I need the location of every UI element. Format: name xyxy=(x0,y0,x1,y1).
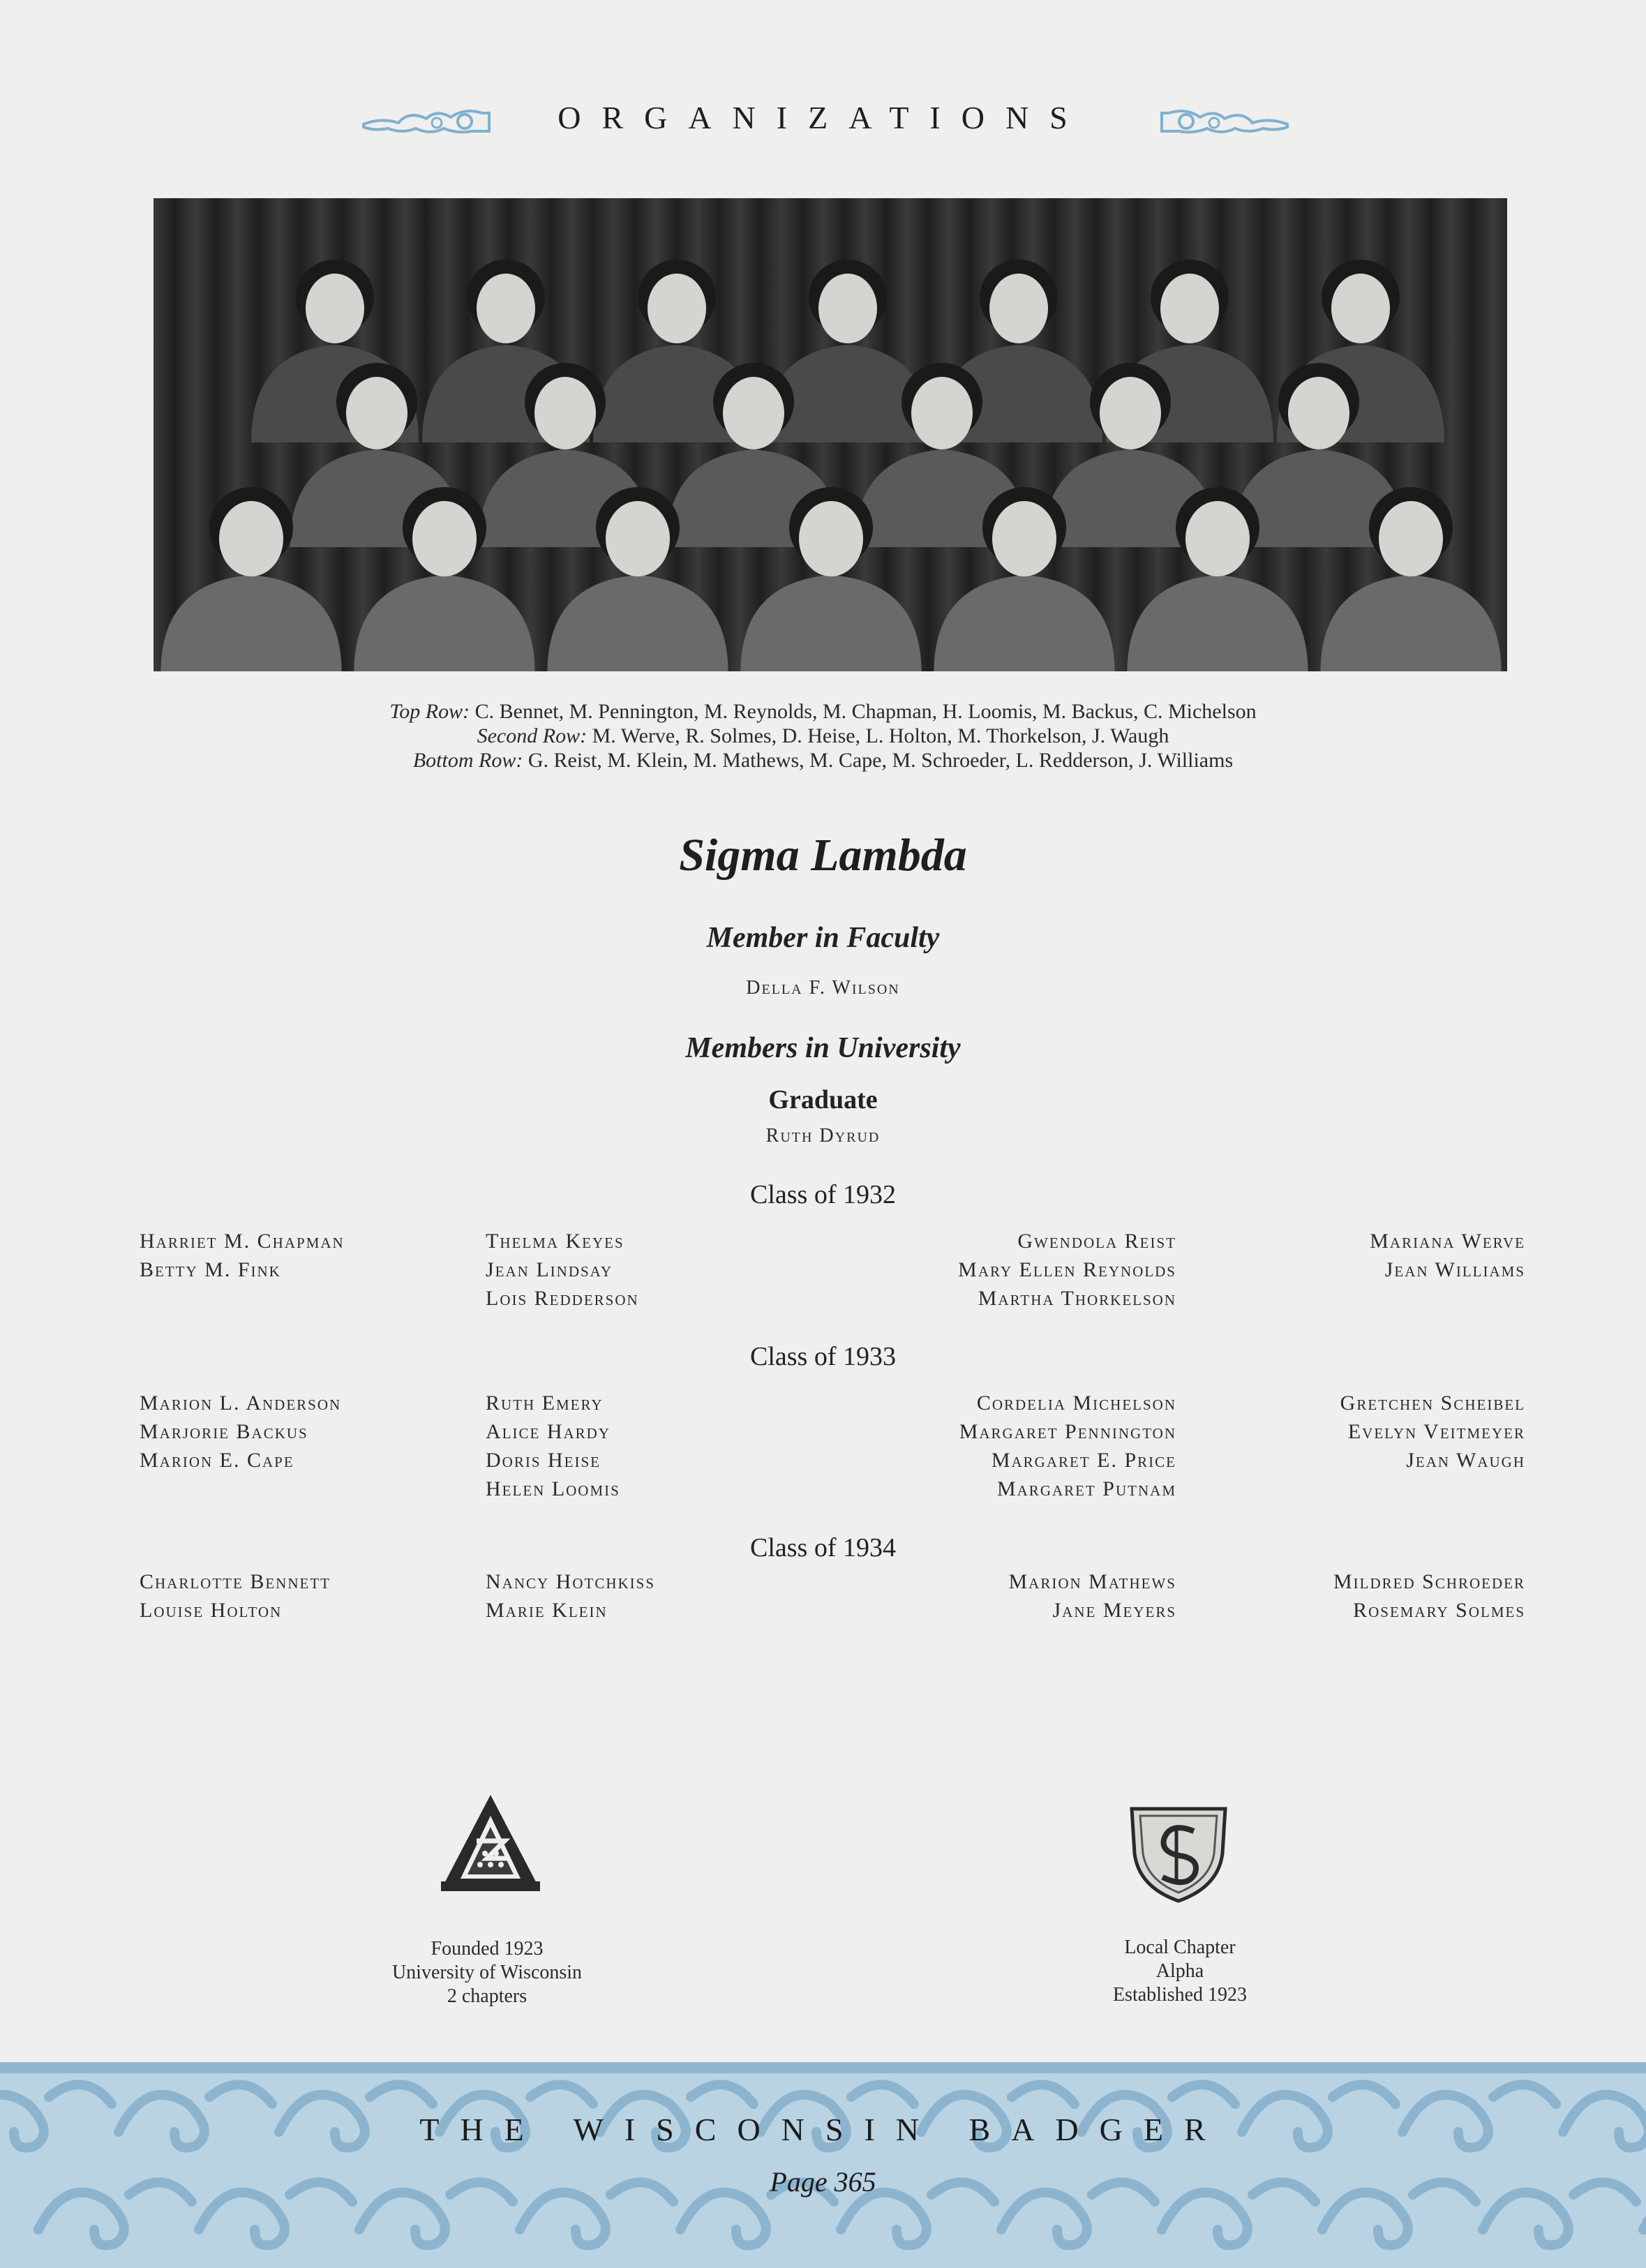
caption-row xyxy=(0,724,1646,748)
member-name: Cordelia Michelson xyxy=(976,1392,1176,1415)
member-name: Nancy Hotchkiss xyxy=(486,1570,656,1593)
page-number: Page 365 xyxy=(770,2166,876,2198)
class-1934-col-1 xyxy=(140,1567,331,1625)
class-heading: Class of 1934 xyxy=(750,1533,896,1562)
chapter-established: Established 1923 xyxy=(1112,1984,1248,2006)
class-heading: Class of 1932 xyxy=(750,1180,896,1209)
class-1933-col-1 xyxy=(140,1389,341,1475)
class-1934-col-4 xyxy=(1333,1567,1525,1625)
member-name: Marion L. Anderson xyxy=(140,1392,342,1415)
member-name: Charlotte Bennett xyxy=(140,1570,331,1593)
member-name: Marie Klein xyxy=(486,1599,608,1622)
member-name: Jean Waugh xyxy=(1406,1449,1525,1472)
footer-title: THE WISCONSIN BADGER xyxy=(419,2112,1227,2147)
class-1933-col-4 xyxy=(1340,1389,1525,1475)
class-1934-col-2 xyxy=(486,1567,655,1625)
caption-row xyxy=(0,699,1646,724)
class-1934-col-3 xyxy=(1008,1567,1176,1625)
header-title: ORGANIZATIONS xyxy=(558,100,1088,135)
member-name: Margaret Putnam xyxy=(996,1477,1176,1500)
photo-caption xyxy=(0,699,1646,773)
member-name: Doris Heise xyxy=(486,1449,601,1472)
member-name: Jean Williams xyxy=(1384,1258,1525,1281)
member-name: Mary Ellen Reynolds xyxy=(958,1258,1176,1281)
class-1933-col-3 xyxy=(959,1389,1176,1503)
member-name: Helen Loomis xyxy=(486,1477,620,1500)
caption-row-label: Second Row: xyxy=(477,724,588,747)
chapter-name: Alpha xyxy=(1155,1960,1204,1982)
group-photo xyxy=(154,198,1507,671)
faculty-heading: Member in Faculty xyxy=(706,922,940,954)
member-name: Rosemary Solmes xyxy=(1353,1599,1525,1622)
class-1932-col-4 xyxy=(1370,1227,1525,1284)
chapter-info xyxy=(1040,1936,1319,2007)
member-name: Margaret Pennington xyxy=(959,1420,1176,1443)
member-name: Jane Meyers xyxy=(1052,1599,1176,1622)
member-name: Margaret E. Price xyxy=(991,1449,1176,1472)
faculty-member: Della F. Wilson xyxy=(746,977,900,999)
chapter-count: 2 chapters xyxy=(447,1985,528,2007)
sorority-badge-icon xyxy=(438,1792,543,1895)
chapter-label: Local Chapter xyxy=(1124,1937,1236,1958)
member-name: Harriet M. Chapman xyxy=(140,1230,345,1253)
caption-row-names: M. Werve, R. Solmes, D. Heise, L. Holton, M. Thorkelson, J. Waugh xyxy=(587,724,1169,747)
member-name: Betty M. Fink xyxy=(140,1258,281,1281)
member-name: Mariana Werve xyxy=(1370,1230,1525,1253)
graduate-member: Ruth Dyrud xyxy=(765,1125,881,1147)
university-heading: Members in University xyxy=(685,1032,961,1064)
member-name: Marion Mathews xyxy=(1008,1570,1176,1593)
member-name: Marjorie Backus xyxy=(140,1420,308,1443)
organization-title: Sigma Lambda xyxy=(679,830,967,881)
class-1932-col-2 xyxy=(486,1227,639,1313)
caption-row-names: C. Bennet, M. Pennington, M. Reynolds, M. Chapman, H. Loomis, M. Backus, C. Michelson xyxy=(470,700,1257,723)
member-name: Louise Holton xyxy=(140,1599,283,1622)
member-name: Marion E. Cape xyxy=(140,1449,294,1472)
member-name: Alice Hardy xyxy=(486,1420,611,1443)
member-name: Gretchen Scheibel xyxy=(1340,1392,1525,1415)
header-ornament-right-icon xyxy=(1158,103,1291,138)
member-name: Jean Lindsay xyxy=(486,1258,613,1281)
footer-band xyxy=(0,2062,1646,2073)
page-footer xyxy=(0,2062,1646,2268)
founding-info xyxy=(347,1937,627,2008)
member-name: Evelyn Veitmeyer xyxy=(1347,1420,1525,1443)
class-1932-col-1 xyxy=(140,1227,345,1284)
member-name: Martha Thorkelson xyxy=(978,1287,1176,1310)
class-1932-col-3 xyxy=(958,1227,1176,1313)
member-name: Ruth Emery xyxy=(486,1392,604,1415)
member-name: Thelma Keyes xyxy=(486,1230,624,1253)
member-name: Lois Redderson xyxy=(486,1287,639,1310)
caption-row xyxy=(0,748,1646,773)
class-1933-col-2 xyxy=(486,1389,620,1503)
founding-year: Founded 1923 xyxy=(431,1938,544,1960)
class-heading: Class of 1933 xyxy=(750,1342,896,1371)
member-name: Mildred Schroeder xyxy=(1333,1570,1525,1593)
chapter-crest-icon xyxy=(1128,1805,1229,1904)
caption-row-label: Bottom Row: xyxy=(412,749,523,772)
founding-university: University of Wisconsin xyxy=(391,1962,583,1983)
caption-row-names: G. Reist, M. Klein, M. Mathews, M. Cape, M. Schroeder, L. Redderson, J. Williams xyxy=(523,749,1234,772)
member-name: Gwendola Reist xyxy=(1017,1230,1176,1253)
caption-row-label: Top Row: xyxy=(389,700,470,723)
graduate-heading: Graduate xyxy=(768,1085,878,1114)
